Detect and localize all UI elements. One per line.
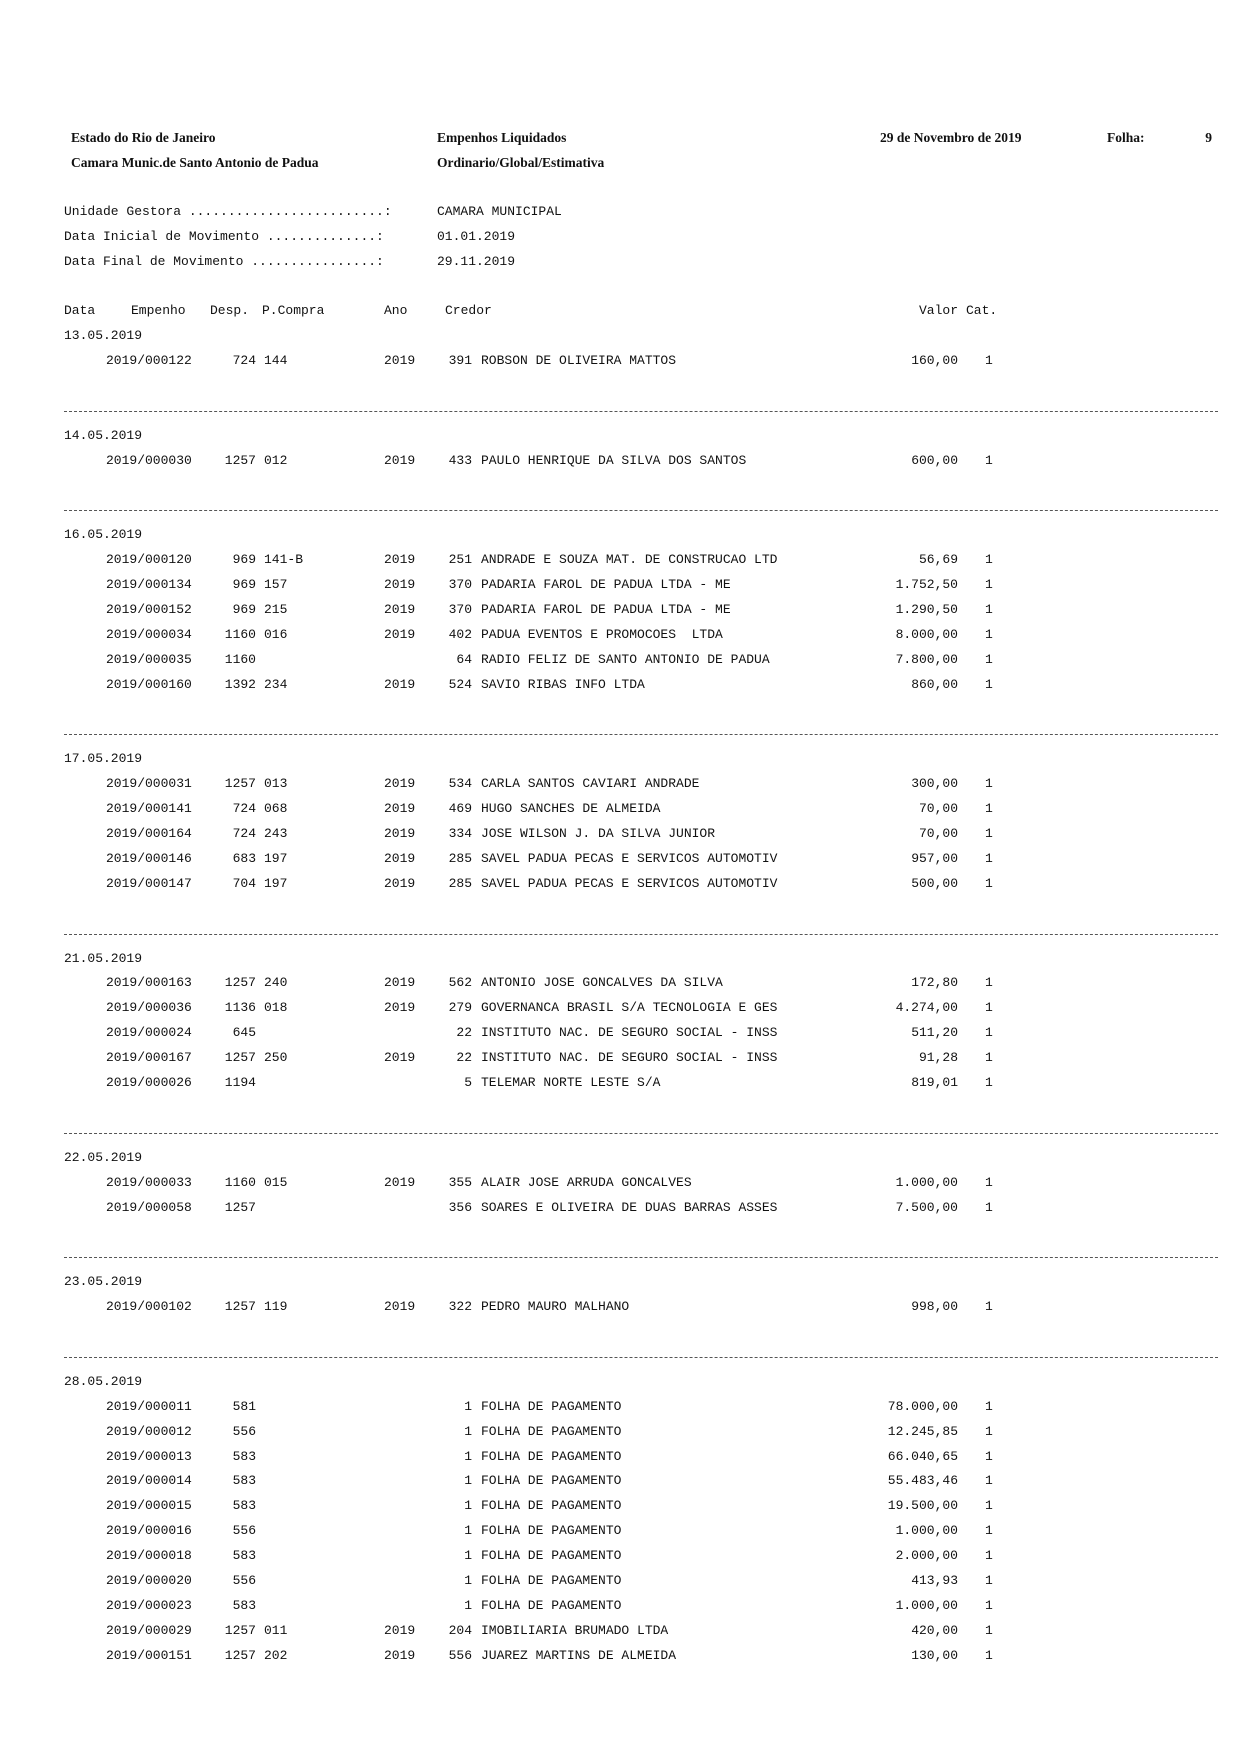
row-cat: 1: [985, 776, 993, 792]
group-date: 14.05.2019: [64, 427, 143, 443]
row-pcompra: 144: [264, 352, 288, 368]
group-date: 13.05.2019: [64, 328, 143, 343]
row-empenho: 2019/000160: [106, 676, 192, 692]
row-empenho: 2019/000024: [106, 1025, 192, 1041]
row-pcompra: 240: [264, 975, 288, 991]
group-separator: [64, 1357, 1218, 1358]
row-ano: 2019: [384, 452, 416, 468]
row-credor: RADIO FELIZ DE SANTO ANTONIO DE PADUA: [481, 651, 770, 667]
row-cat: 1: [985, 1398, 993, 1414]
row-valor: 7.800,00: [895, 651, 958, 667]
row-desp: 1257: [224, 452, 256, 468]
row-credor: JUAREZ MARTINS DE ALMEIDA: [481, 1647, 677, 1663]
row-credor: PEDRO MAURO MALHANO: [481, 1299, 630, 1315]
row-valor: 1.000,00: [895, 1597, 958, 1613]
row-desp: 969: [232, 577, 256, 592]
row-valor: 413,93: [911, 1573, 958, 1588]
row-ano: 2019: [384, 1299, 416, 1315]
row-desp: 1257: [224, 1622, 256, 1638]
row-empenho: 2019/000015: [106, 1498, 192, 1514]
group-separator: [64, 1133, 1218, 1134]
row-credor: INSTITUTO NAC. DE SEGURO SOCIAL - INSS: [481, 1050, 778, 1066]
row-valor: 172,80: [911, 975, 958, 991]
row-credor: ANDRADE E SOUZA MAT. DE CONSTRUCAO LTD: [481, 552, 778, 568]
row-cat: 1: [985, 850, 993, 866]
row-cat: 1: [985, 1000, 993, 1016]
row-valor: 19.500,00: [887, 1498, 958, 1514]
row-cat: 1: [985, 1050, 993, 1066]
row-valor: 300,00: [911, 776, 958, 792]
row-credor-code: 534: [448, 776, 472, 792]
row-cat: 1: [985, 1523, 993, 1539]
row-desp: 1194: [224, 1075, 256, 1090]
row-ano: 2019: [384, 850, 416, 866]
row-pcompra: 012: [264, 452, 288, 468]
row-credor-code: 524: [448, 676, 472, 692]
row-empenho: 2019/000016: [106, 1523, 192, 1539]
row-credor: FOLHA DE PAGAMENTO: [481, 1523, 622, 1539]
row-credor-code: 391: [448, 352, 472, 368]
row-desp: 1160: [224, 1174, 256, 1190]
row-credor-code: 1: [464, 1448, 472, 1464]
row-empenho: 2019/000026: [106, 1075, 192, 1090]
row-cat: 1: [985, 651, 993, 667]
row-valor: 1.290,50: [895, 601, 958, 617]
row-valor: 66.040,65: [887, 1448, 958, 1464]
row-valor: 8.000,00: [895, 626, 958, 642]
row-cat: 1: [985, 1548, 993, 1564]
row-desp: 1136: [224, 1000, 256, 1016]
info-value-end-date: 29.11.2019: [437, 254, 516, 269]
row-cat: 1: [985, 1299, 993, 1315]
row-valor: 500,00: [911, 875, 958, 891]
row-credor: SOARES E OLIVEIRA DE DUAS BARRAS ASSES: [481, 1199, 778, 1215]
report-date: 29 de Novembro de 2019: [880, 130, 1022, 145]
report-title: Empenhos Liquidados: [437, 130, 567, 145]
col-header-pcompra: P.Compra: [262, 303, 325, 318]
row-cat: 1: [985, 1622, 993, 1638]
row-credor-code: 1: [464, 1473, 472, 1489]
page-number: 9: [1205, 130, 1212, 145]
row-cat: 1: [985, 626, 993, 642]
row-credor-code: 1: [464, 1498, 472, 1514]
row-credor: FOLHA DE PAGAMENTO: [481, 1597, 622, 1613]
row-cat: 1: [985, 875, 993, 891]
row-ano: 2019: [384, 1647, 416, 1663]
row-pcompra: 243: [264, 826, 288, 841]
row-credor: HUGO SANCHES DE ALMEIDA: [481, 801, 661, 817]
row-cat: 1: [985, 801, 993, 817]
row-desp: 683: [232, 850, 256, 866]
row-empenho: 2019/000163: [106, 975, 192, 991]
row-empenho: 2019/000036: [106, 1000, 192, 1016]
col-header-ano: Ano: [384, 303, 408, 318]
row-credor: SAVIO RIBAS INFO LTDA: [481, 676, 645, 692]
row-desp: 645: [232, 1025, 256, 1041]
info-label-start-date: Data Inicial de Movimento ..............:: [64, 229, 384, 244]
row-valor: 819,01: [911, 1075, 958, 1090]
row-credor-code: 562: [448, 975, 472, 991]
row-cat: 1: [985, 1075, 993, 1090]
col-header-empenho: Empenho: [131, 303, 186, 318]
row-ano: 2019: [384, 577, 416, 592]
row-credor: INSTITUTO NAC. DE SEGURO SOCIAL - INSS: [481, 1025, 778, 1041]
row-valor: 2.000,00: [895, 1548, 958, 1564]
chamber-title: Camara Munic.de Santo Antonio de Padua: [71, 155, 319, 170]
row-desp: 724: [232, 826, 256, 841]
row-desp: 1257: [224, 1299, 256, 1315]
row-empenho: 2019/000120: [106, 552, 192, 568]
row-empenho: 2019/000030: [106, 452, 192, 468]
row-cat: 1: [985, 1498, 993, 1514]
row-empenho: 2019/000023: [106, 1597, 192, 1613]
row-valor: 1.000,00: [895, 1174, 958, 1190]
row-empenho: 2019/000011: [106, 1398, 192, 1414]
row-empenho: 2019/000146: [106, 850, 192, 866]
row-ano: 2019: [384, 1174, 416, 1190]
row-cat: 1: [985, 1473, 993, 1489]
row-empenho: 2019/000033: [106, 1174, 192, 1190]
row-credor-code: 433: [448, 452, 472, 468]
row-credor-code: 279: [448, 1000, 472, 1016]
row-credor-code: 355: [448, 1174, 472, 1190]
row-credor: GOVERNANCA BRASIL S/A TECNOLOGIA E GES: [481, 1000, 778, 1016]
row-credor-code: 22: [456, 1050, 472, 1066]
row-credor-code: 1: [464, 1597, 472, 1613]
row-credor: FOLHA DE PAGAMENTO: [481, 1423, 622, 1439]
row-desp: 581: [232, 1398, 256, 1414]
row-pcompra: 157: [264, 577, 288, 592]
row-credor-code: 370: [448, 577, 472, 592]
row-credor-code: 469: [448, 801, 472, 817]
row-pcompra: 068: [264, 801, 288, 817]
row-cat: 1: [985, 552, 993, 568]
row-pcompra: 119: [264, 1299, 288, 1315]
page-label: Folha:: [1107, 130, 1145, 145]
row-empenho: 2019/000147: [106, 875, 192, 891]
row-desp: 583: [232, 1498, 256, 1514]
info-value-unit: CAMARA MUNICIPAL: [437, 204, 562, 219]
row-pcompra: 215: [264, 601, 288, 617]
row-valor: 70,00: [918, 801, 958, 817]
row-credor-code: 322: [448, 1299, 472, 1315]
row-desp: 583: [232, 1548, 256, 1564]
row-desp: 1160: [224, 651, 256, 667]
row-credor-code: 64: [456, 651, 472, 667]
group-separator: [64, 934, 1218, 935]
row-ano: 2019: [384, 801, 416, 817]
row-ano: 2019: [384, 776, 416, 792]
row-cat: 1: [985, 1448, 993, 1464]
group-separator: [64, 1257, 1218, 1258]
row-cat: 1: [985, 676, 993, 692]
row-credor: ALAIR JOSE ARRUDA GONCALVES: [481, 1174, 692, 1190]
row-empenho: 2019/000018: [106, 1548, 192, 1564]
row-credor: IMOBILIARIA BRUMADO LTDA: [481, 1622, 669, 1638]
row-pcompra: 197: [264, 850, 288, 866]
row-credor: TELEMAR NORTE LESTE S/A: [481, 1075, 661, 1090]
row-valor: 130,00: [911, 1647, 958, 1663]
row-pcompra: 016: [264, 626, 288, 642]
row-credor-code: 1: [464, 1548, 472, 1564]
row-valor: 4.274,00: [895, 1000, 958, 1016]
row-credor: PAULO HENRIQUE DA SILVA DOS SANTOS: [481, 452, 747, 468]
row-valor: 420,00: [911, 1622, 958, 1638]
row-credor-code: 1: [464, 1398, 472, 1414]
row-ano: 2019: [384, 975, 416, 991]
group-date: 23.05.2019: [64, 1274, 143, 1290]
row-desp: 583: [232, 1448, 256, 1464]
row-desp: 1392: [224, 676, 256, 692]
row-ano: 2019: [384, 676, 416, 692]
row-credor-code: 285: [448, 875, 472, 891]
row-credor-code: 251: [448, 552, 472, 568]
row-desp: 724: [232, 352, 256, 368]
state-title: Estado do Rio de Janeiro: [71, 130, 216, 145]
row-desp: 583: [232, 1597, 256, 1613]
row-valor: 957,00: [911, 850, 958, 866]
row-credor-code: 22: [456, 1025, 472, 1041]
row-valor: 1.000,00: [895, 1523, 958, 1539]
row-cat: 1: [985, 1423, 993, 1439]
row-valor: 78.000,00: [887, 1398, 958, 1414]
row-empenho: 2019/000102: [106, 1299, 192, 1315]
row-desp: 969: [232, 552, 256, 568]
row-cat: 1: [985, 826, 993, 841]
row-desp: 1257: [224, 776, 256, 792]
row-desp: 556: [232, 1523, 256, 1539]
info-label-end-date: Data Final de Movimento ................:: [64, 254, 384, 269]
row-credor: PADARIA FAROL DE PADUA LTDA - ME: [481, 601, 731, 617]
info-value-start-date: 01.01.2019: [437, 229, 516, 244]
row-desp: 1257: [224, 1647, 256, 1663]
col-header-data: Data: [64, 303, 96, 318]
group-separator: [64, 734, 1218, 735]
row-valor: 998,00: [911, 1299, 958, 1315]
group-date: 17.05.2019: [64, 751, 143, 767]
row-pcompra: 234: [264, 676, 288, 692]
row-cat: 1: [985, 1597, 993, 1613]
row-desp: 583: [232, 1473, 256, 1489]
col-header-valor: Valor: [918, 303, 958, 318]
row-pcompra: 197: [264, 875, 288, 891]
row-credor: FOLHA DE PAGAMENTO: [481, 1448, 622, 1464]
row-credor-code: 5: [464, 1075, 472, 1090]
row-valor: 860,00: [911, 676, 958, 692]
row-credor-code: 1: [464, 1423, 472, 1439]
row-pcompra: 011: [264, 1622, 288, 1638]
row-empenho: 2019/000134: [106, 577, 192, 592]
row-valor: 600,00: [911, 452, 958, 468]
row-ano: 2019: [384, 1000, 416, 1016]
row-credor: ROBSON DE OLIVEIRA MATTOS: [481, 352, 677, 368]
group-date: 21.05.2019: [64, 950, 143, 966]
row-empenho: 2019/000058: [106, 1199, 192, 1215]
row-credor: FOLHA DE PAGAMENTO: [481, 1473, 622, 1489]
info-label-unit: Unidade Gestora .........................:: [64, 204, 392, 219]
row-empenho: 2019/000014: [106, 1473, 192, 1489]
row-cat: 1: [985, 1025, 993, 1041]
row-valor: 160,00: [911, 352, 958, 368]
group-date: 16.05.2019: [64, 527, 143, 543]
row-desp: 1160: [224, 626, 256, 642]
row-desp: 1257: [224, 1050, 256, 1066]
row-credor: CARLA SANTOS CAVIARI ANDRADE: [481, 776, 700, 792]
row-ano: 2019: [384, 1050, 416, 1066]
col-header-desp: Desp.: [210, 303, 250, 318]
row-ano: 2019: [384, 826, 416, 841]
row-ano: 2019: [384, 552, 416, 568]
row-credor: SAVEL PADUA PECAS E SERVICOS AUTOMOTIV: [481, 875, 778, 891]
row-cat: 1: [985, 1573, 993, 1588]
row-cat: 1: [985, 975, 993, 991]
row-empenho: 2019/000013: [106, 1448, 192, 1464]
row-desp: 724: [232, 801, 256, 817]
row-empenho: 2019/000164: [106, 826, 192, 841]
row-pcompra: 141-B: [264, 552, 304, 568]
row-empenho: 2019/000012: [106, 1423, 192, 1439]
row-valor: 55.483,46: [887, 1473, 958, 1489]
row-desp: 1257: [224, 975, 256, 991]
row-desp: 704: [232, 875, 256, 891]
row-pcompra: 202: [264, 1647, 288, 1663]
group-separator: [64, 411, 1218, 412]
row-cat: 1: [985, 1199, 993, 1215]
group-date: 28.05.2019: [64, 1373, 143, 1389]
row-empenho: 2019/000034: [106, 626, 192, 642]
row-cat: 1: [985, 577, 993, 592]
row-empenho: 2019/000035: [106, 651, 192, 667]
row-empenho: 2019/000031: [106, 776, 192, 792]
row-pcompra: 013: [264, 776, 288, 792]
row-cat: 1: [985, 352, 993, 368]
row-credor: FOLHA DE PAGAMENTO: [481, 1548, 622, 1564]
row-ano: 2019: [384, 352, 416, 368]
row-valor: 70,00: [918, 826, 958, 841]
row-ano: 2019: [384, 626, 416, 642]
row-credor-code: 402: [448, 626, 472, 642]
row-empenho: 2019/000020: [106, 1573, 192, 1588]
row-pcompra: 018: [264, 1000, 288, 1016]
row-credor: PADUA EVENTOS E PROMOCOES LTDA: [481, 626, 723, 642]
row-cat: 1: [985, 452, 993, 468]
row-credor: SAVEL PADUA PECAS E SERVICOS AUTOMOTIV: [481, 850, 778, 866]
row-credor-code: 285: [448, 850, 472, 866]
row-empenho: 2019/000151: [106, 1647, 192, 1663]
row-credor-code: 1: [464, 1573, 472, 1588]
row-pcompra: 250: [264, 1050, 288, 1066]
row-valor: 1.752,50: [895, 577, 958, 592]
group-date: 22.05.2019: [64, 1149, 143, 1165]
row-credor: JOSE WILSON J. DA SILVA JUNIOR: [481, 826, 716, 841]
row-credor-code: 204: [448, 1622, 472, 1638]
report-subtitle: Ordinario/Global/Estimativa: [437, 155, 605, 170]
row-ano: 2019: [384, 601, 416, 617]
row-empenho: 2019/000122: [106, 352, 192, 368]
row-desp: 1257: [224, 1199, 256, 1215]
row-credor-code: 556: [448, 1647, 472, 1663]
row-valor: 511,20: [911, 1025, 958, 1041]
row-credor-code: 370: [448, 601, 472, 617]
row-credor-code: 356: [448, 1199, 472, 1215]
row-credor-code: 334: [448, 826, 472, 841]
row-empenho: 2019/000152: [106, 601, 192, 617]
row-ano: 2019: [384, 875, 416, 891]
row-credor-code: 1: [464, 1523, 472, 1539]
row-credor: PADARIA FAROL DE PADUA LTDA - ME: [481, 577, 731, 592]
col-header-credor: Credor: [445, 303, 492, 318]
row-valor: 7.500,00: [895, 1199, 958, 1215]
row-credor: FOLHA DE PAGAMENTO: [481, 1573, 622, 1588]
row-desp: 969: [232, 601, 256, 617]
row-credor: ANTONIO JOSE GONCALVES DA SILVA: [481, 975, 723, 991]
row-empenho: 2019/000029: [106, 1622, 192, 1638]
row-desp: 556: [232, 1423, 256, 1439]
row-valor: 91,28: [918, 1050, 958, 1066]
row-empenho: 2019/000141: [106, 801, 192, 817]
row-desp: 556: [232, 1573, 256, 1588]
row-cat: 1: [985, 1174, 993, 1190]
row-credor: FOLHA DE PAGAMENTO: [481, 1398, 622, 1414]
row-pcompra: 015: [264, 1174, 288, 1190]
row-cat: 1: [985, 1647, 993, 1663]
row-cat: 1: [985, 601, 993, 617]
row-empenho: 2019/000167: [106, 1050, 192, 1066]
col-header-cat: Cat.: [966, 303, 998, 318]
row-valor: 12.245,85: [887, 1423, 958, 1439]
row-ano: 2019: [384, 1622, 416, 1638]
row-credor: FOLHA DE PAGAMENTO: [481, 1498, 622, 1514]
row-valor: 56,69: [918, 552, 958, 568]
group-separator: [64, 510, 1218, 511]
